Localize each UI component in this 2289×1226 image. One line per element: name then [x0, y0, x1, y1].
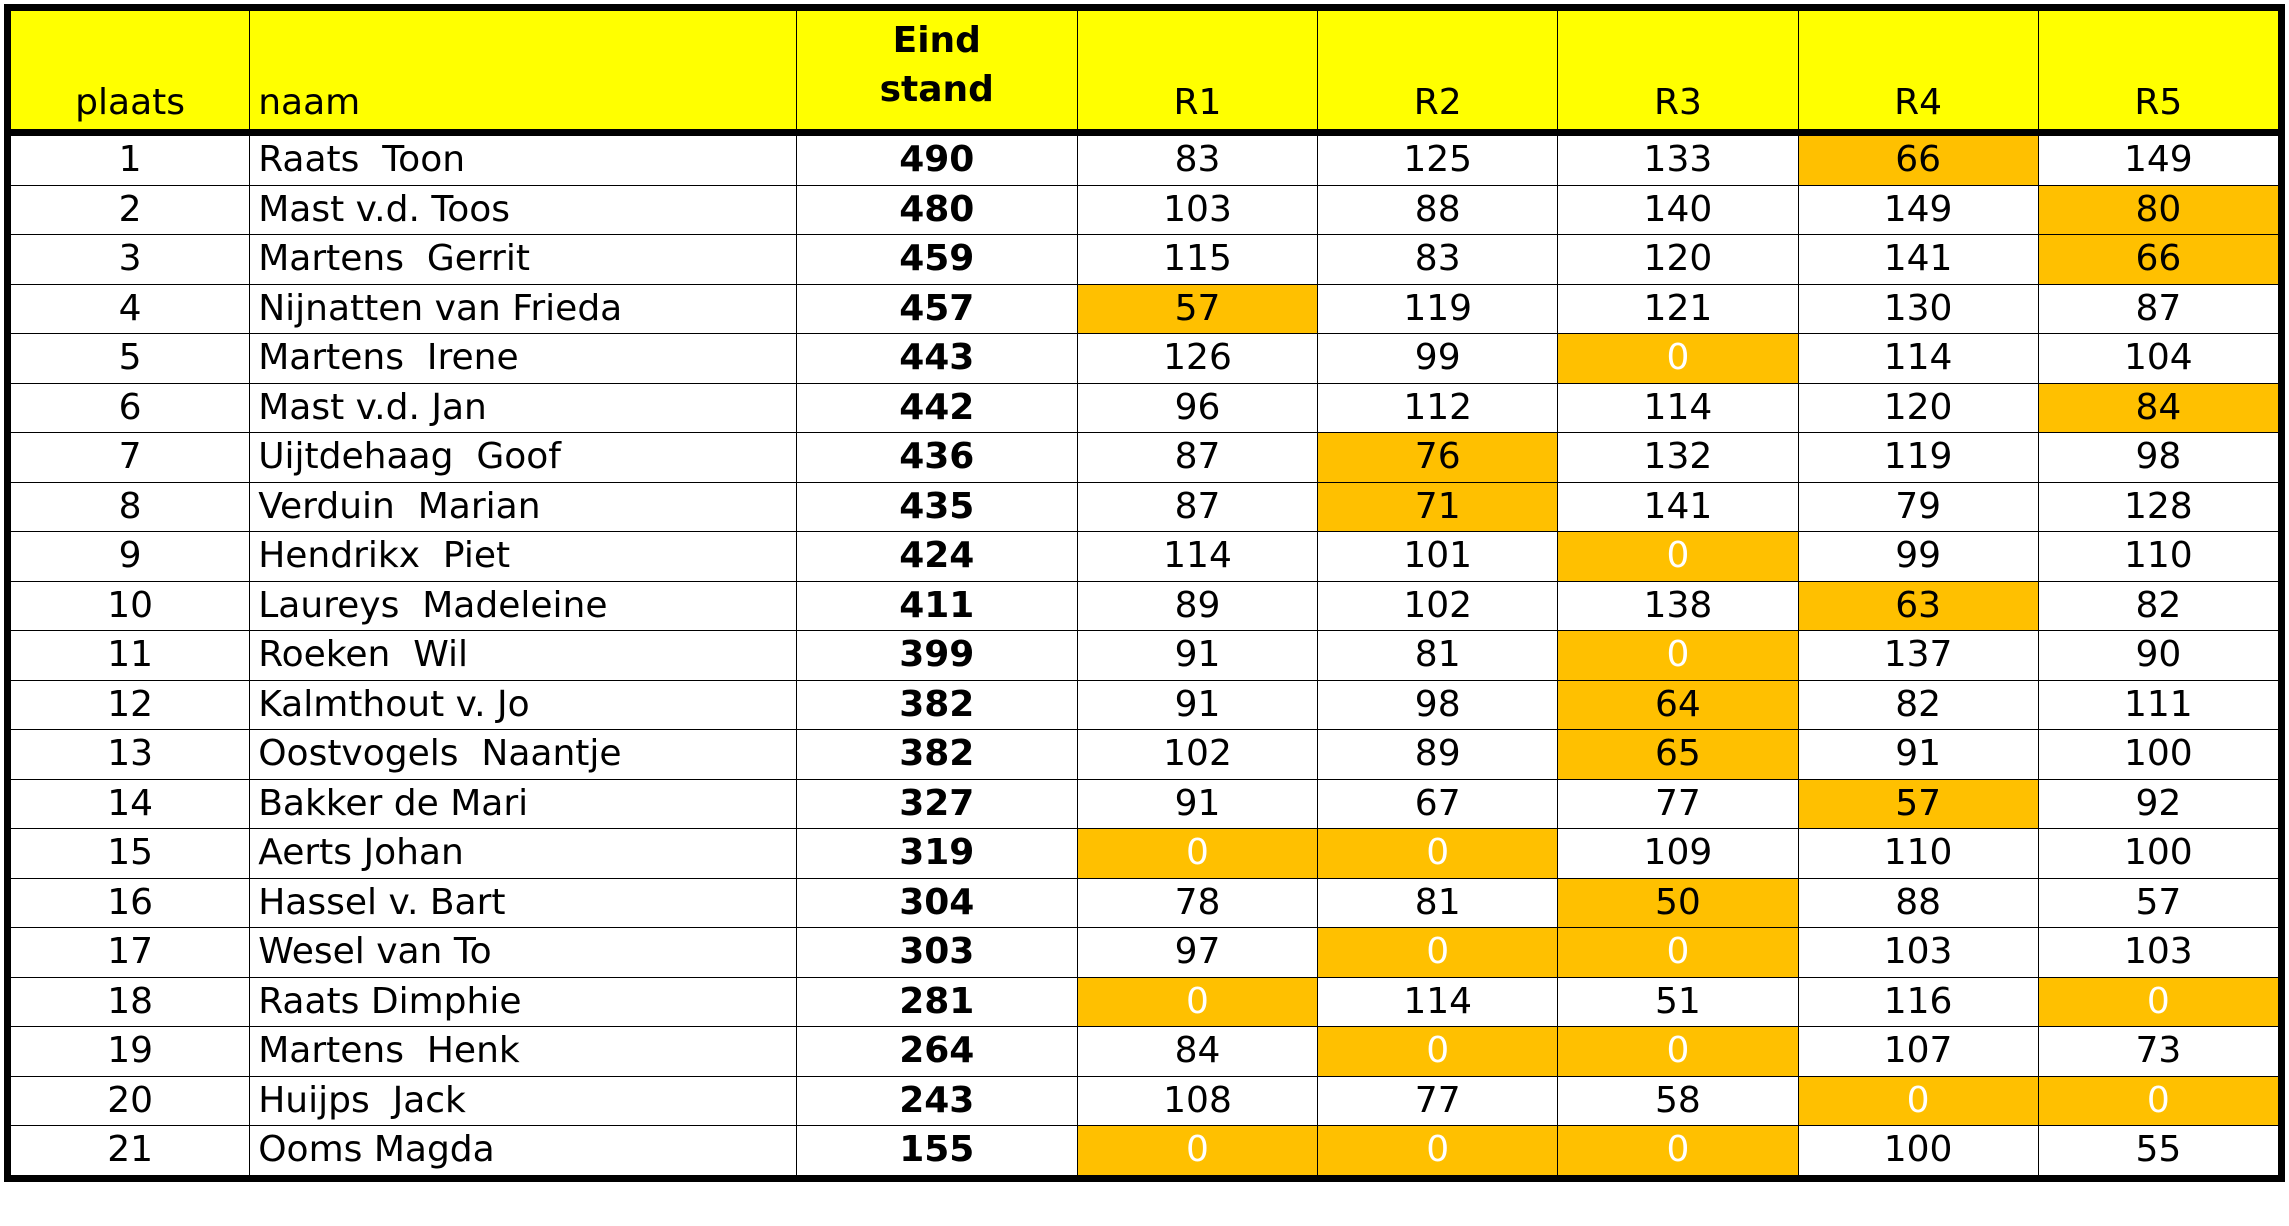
round-1-cell: 0 [1077, 977, 1317, 1027]
round-1-cell: 89 [1077, 581, 1317, 631]
round-1-cell: 87 [1077, 433, 1317, 483]
round-5-cell: 100 [2038, 730, 2278, 780]
round-1-cell: 57 [1077, 284, 1317, 334]
round-4-cell: 141 [1798, 235, 2038, 285]
table-row [11, 433, 2279, 483]
round-3-cell: 109 [1558, 829, 1798, 879]
round-1-cell: 78 [1077, 878, 1317, 928]
plaats-cell: 7 [11, 433, 250, 483]
round-5-cell: 110 [2038, 532, 2278, 582]
eindstand-cell: 490 [796, 133, 1077, 186]
plaats-cell: 6 [11, 383, 250, 433]
table-row [11, 284, 2279, 334]
round-4-cell: 99 [1798, 532, 2038, 582]
eindstand-cell: 443 [796, 334, 1077, 384]
round-1-cell: 102 [1077, 730, 1317, 780]
round-5-cell: 0 [2038, 977, 2278, 1027]
round-2-cell: 119 [1318, 284, 1558, 334]
round-1-cell: 96 [1077, 383, 1317, 433]
round-2-cell: 112 [1318, 383, 1558, 433]
plaats-cell: 3 [11, 235, 250, 285]
round-3-cell: 51 [1558, 977, 1798, 1027]
round-4-cell: 116 [1798, 977, 2038, 1027]
round-2-cell: 71 [1318, 482, 1558, 532]
header-r2: R2 [1318, 11, 1558, 133]
round-1-cell: 114 [1077, 532, 1317, 582]
header-row [11, 11, 2279, 133]
plaats-cell: 20 [11, 1076, 250, 1126]
round-2-cell: 89 [1318, 730, 1558, 780]
table-row [11, 482, 2279, 532]
round-5-cell: 128 [2038, 482, 2278, 532]
eindstand-cell: 155 [796, 1126, 1077, 1176]
plaats-cell: 10 [11, 581, 250, 631]
plaats-cell: 1 [11, 133, 250, 186]
round-1-cell: 108 [1077, 1076, 1317, 1126]
table-row [11, 581, 2279, 631]
round-5-cell: 55 [2038, 1126, 2278, 1176]
round-4-cell: 82 [1798, 680, 2038, 730]
eindstand-cell: 435 [796, 482, 1077, 532]
round-3-cell: 121 [1558, 284, 1798, 334]
round-1-cell: 97 [1077, 928, 1317, 978]
round-3-cell: 114 [1558, 383, 1798, 433]
round-2-cell: 0 [1318, 928, 1558, 978]
naam-cell: Oostvogels Naantje [250, 730, 796, 780]
naam-cell: Martens Irene [250, 334, 796, 384]
table-header [11, 11, 2279, 133]
round-2-cell: 125 [1318, 133, 1558, 186]
table-row [11, 730, 2279, 780]
naam-cell: Martens Gerrit [250, 235, 796, 285]
eindstand-cell: 399 [796, 631, 1077, 681]
table-row [11, 928, 2279, 978]
round-2-cell: 99 [1318, 334, 1558, 384]
round-3-cell: 0 [1558, 1027, 1798, 1077]
naam-cell: Huijps Jack [250, 1076, 796, 1126]
round-5-cell: 66 [2038, 235, 2278, 285]
round-5-cell: 90 [2038, 631, 2278, 681]
naam-cell: Martens Henk [250, 1027, 796, 1077]
header-r1: R1 [1077, 11, 1317, 133]
naam-cell: Roeken Wil [250, 631, 796, 681]
round-5-cell: 104 [2038, 334, 2278, 384]
plaats-cell: 14 [11, 779, 250, 829]
naam-cell: Raats Dimphie [250, 977, 796, 1027]
header-r3: R3 [1558, 11, 1798, 133]
table-row [11, 779, 2279, 829]
round-1-cell: 87 [1077, 482, 1317, 532]
eindstand-cell: 442 [796, 383, 1077, 433]
table-row [11, 977, 2279, 1027]
plaats-cell: 17 [11, 928, 250, 978]
round-1-cell: 0 [1077, 1126, 1317, 1176]
plaats-cell: 15 [11, 829, 250, 879]
naam-cell: Ooms Magda [250, 1126, 796, 1176]
naam-cell: Verduin Marian [250, 482, 796, 532]
round-3-cell: 133 [1558, 133, 1798, 186]
round-3-cell: 65 [1558, 730, 1798, 780]
round-5-cell: 149 [2038, 133, 2278, 186]
round-2-cell: 0 [1318, 1126, 1558, 1176]
table-row [11, 185, 2279, 235]
round-3-cell: 77 [1558, 779, 1798, 829]
naam-cell: Kalmthout v. Jo [250, 680, 796, 730]
plaats-cell: 18 [11, 977, 250, 1027]
table-row [11, 334, 2279, 384]
eindstand-cell: 382 [796, 680, 1077, 730]
round-4-cell: 57 [1798, 779, 2038, 829]
plaats-cell: 19 [11, 1027, 250, 1077]
round-4-cell: 63 [1798, 581, 2038, 631]
eindstand-cell: 459 [796, 235, 1077, 285]
round-4-cell: 114 [1798, 334, 2038, 384]
plaats-cell: 4 [11, 284, 250, 334]
standings-table [10, 10, 2279, 1176]
round-5-cell: 87 [2038, 284, 2278, 334]
eindstand-cell: 303 [796, 928, 1077, 978]
round-2-cell: 67 [1318, 779, 1558, 829]
round-4-cell: 120 [1798, 383, 2038, 433]
round-3-cell: 58 [1558, 1076, 1798, 1126]
naam-cell: Aerts Johan [250, 829, 796, 879]
plaats-cell: 16 [11, 878, 250, 928]
round-5-cell: 92 [2038, 779, 2278, 829]
naam-cell: Laureys Madeleine [250, 581, 796, 631]
round-5-cell: 73 [2038, 1027, 2278, 1077]
header-plaats: plaats [11, 11, 250, 133]
round-5-cell: 84 [2038, 383, 2278, 433]
eindstand-cell: 411 [796, 581, 1077, 631]
round-2-cell: 0 [1318, 1027, 1558, 1077]
round-4-cell: 103 [1798, 928, 2038, 978]
header-naam: naam [250, 11, 796, 133]
eindstand-cell: 264 [796, 1027, 1077, 1077]
naam-cell: Bakker de Mari [250, 779, 796, 829]
table-row [11, 133, 2279, 186]
round-3-cell: 0 [1558, 532, 1798, 582]
table-row [11, 1126, 2279, 1176]
round-1-cell: 126 [1077, 334, 1317, 384]
round-3-cell: 141 [1558, 482, 1798, 532]
round-5-cell: 57 [2038, 878, 2278, 928]
round-5-cell: 100 [2038, 829, 2278, 879]
round-2-cell: 101 [1318, 532, 1558, 582]
plaats-cell: 9 [11, 532, 250, 582]
header-r5: R5 [2038, 11, 2278, 133]
round-3-cell: 0 [1558, 631, 1798, 681]
round-2-cell: 88 [1318, 185, 1558, 235]
round-3-cell: 0 [1558, 928, 1798, 978]
round-5-cell: 103 [2038, 928, 2278, 978]
round-1-cell: 115 [1077, 235, 1317, 285]
plaats-cell: 11 [11, 631, 250, 681]
round-1-cell: 0 [1077, 829, 1317, 879]
round-3-cell: 140 [1558, 185, 1798, 235]
table-row [11, 631, 2279, 681]
round-2-cell: 76 [1318, 433, 1558, 483]
round-4-cell: 100 [1798, 1126, 2038, 1176]
table-row [11, 235, 2279, 285]
round-4-cell: 110 [1798, 829, 2038, 879]
naam-cell: Uijtdehaag Goof [250, 433, 796, 483]
naam-cell: Hassel v. Bart [250, 878, 796, 928]
round-5-cell: 0 [2038, 1076, 2278, 1126]
header-eind-line1: Eind [892, 19, 981, 61]
round-1-cell: 103 [1077, 185, 1317, 235]
round-3-cell: 120 [1558, 235, 1798, 285]
round-1-cell: 91 [1077, 631, 1317, 681]
plaats-cell: 2 [11, 185, 250, 235]
naam-cell: Raats Toon [250, 133, 796, 186]
eindstand-cell: 382 [796, 730, 1077, 780]
header-eind-line2: stand [879, 69, 994, 111]
table-row [11, 532, 2279, 582]
round-1-cell: 83 [1077, 133, 1317, 186]
eindstand-cell: 436 [796, 433, 1077, 483]
eindstand-cell: 304 [796, 878, 1077, 928]
eindstand-cell: 424 [796, 532, 1077, 582]
round-1-cell: 91 [1077, 680, 1317, 730]
round-2-cell: 81 [1318, 878, 1558, 928]
round-4-cell: 137 [1798, 631, 2038, 681]
round-4-cell: 91 [1798, 730, 2038, 780]
round-2-cell: 0 [1318, 829, 1558, 879]
round-4-cell: 119 [1798, 433, 2038, 483]
round-2-cell: 98 [1318, 680, 1558, 730]
round-2-cell: 77 [1318, 1076, 1558, 1126]
table-row [11, 829, 2279, 879]
round-3-cell: 138 [1558, 581, 1798, 631]
header-eindstand [796, 11, 1077, 133]
naam-cell: Mast v.d. Toos [250, 185, 796, 235]
round-4-cell: 66 [1798, 133, 2038, 186]
eindstand-cell: 457 [796, 284, 1077, 334]
round-3-cell: 132 [1558, 433, 1798, 483]
round-2-cell: 81 [1318, 631, 1558, 681]
eindstand-cell: 281 [796, 977, 1077, 1027]
round-4-cell: 88 [1798, 878, 2038, 928]
round-2-cell: 102 [1318, 581, 1558, 631]
plaats-cell: 5 [11, 334, 250, 384]
eindstand-cell: 327 [796, 779, 1077, 829]
table-row [11, 878, 2279, 928]
round-3-cell: 50 [1558, 878, 1798, 928]
round-5-cell: 98 [2038, 433, 2278, 483]
plaats-cell: 21 [11, 1126, 250, 1176]
table-row [11, 383, 2279, 433]
round-4-cell: 149 [1798, 185, 2038, 235]
plaats-cell: 13 [11, 730, 250, 780]
eindstand-cell: 319 [796, 829, 1077, 879]
round-5-cell: 80 [2038, 185, 2278, 235]
round-4-cell: 107 [1798, 1027, 2038, 1077]
table-row [11, 680, 2279, 730]
naam-cell: Nijnatten van Frieda [250, 284, 796, 334]
round-1-cell: 84 [1077, 1027, 1317, 1077]
round-5-cell: 82 [2038, 581, 2278, 631]
header-r4: R4 [1798, 11, 2038, 133]
round-4-cell: 130 [1798, 284, 2038, 334]
naam-cell: Mast v.d. Jan [250, 383, 796, 433]
table-row [11, 1027, 2279, 1077]
round-1-cell: 91 [1077, 779, 1317, 829]
table-row [11, 1076, 2279, 1126]
round-5-cell: 111 [2038, 680, 2278, 730]
naam-cell: Wesel van To [250, 928, 796, 978]
round-3-cell: 64 [1558, 680, 1798, 730]
round-2-cell: 114 [1318, 977, 1558, 1027]
plaats-cell: 12 [11, 680, 250, 730]
round-3-cell: 0 [1558, 1126, 1798, 1176]
round-3-cell: 0 [1558, 334, 1798, 384]
naam-cell: Hendrikx Piet [250, 532, 796, 582]
eindstand-cell: 243 [796, 1076, 1077, 1126]
table-body [11, 133, 2279, 1176]
round-2-cell: 83 [1318, 235, 1558, 285]
eindstand-cell: 480 [796, 185, 1077, 235]
plaats-cell: 8 [11, 482, 250, 532]
round-4-cell: 79 [1798, 482, 2038, 532]
round-4-cell: 0 [1798, 1076, 2038, 1126]
